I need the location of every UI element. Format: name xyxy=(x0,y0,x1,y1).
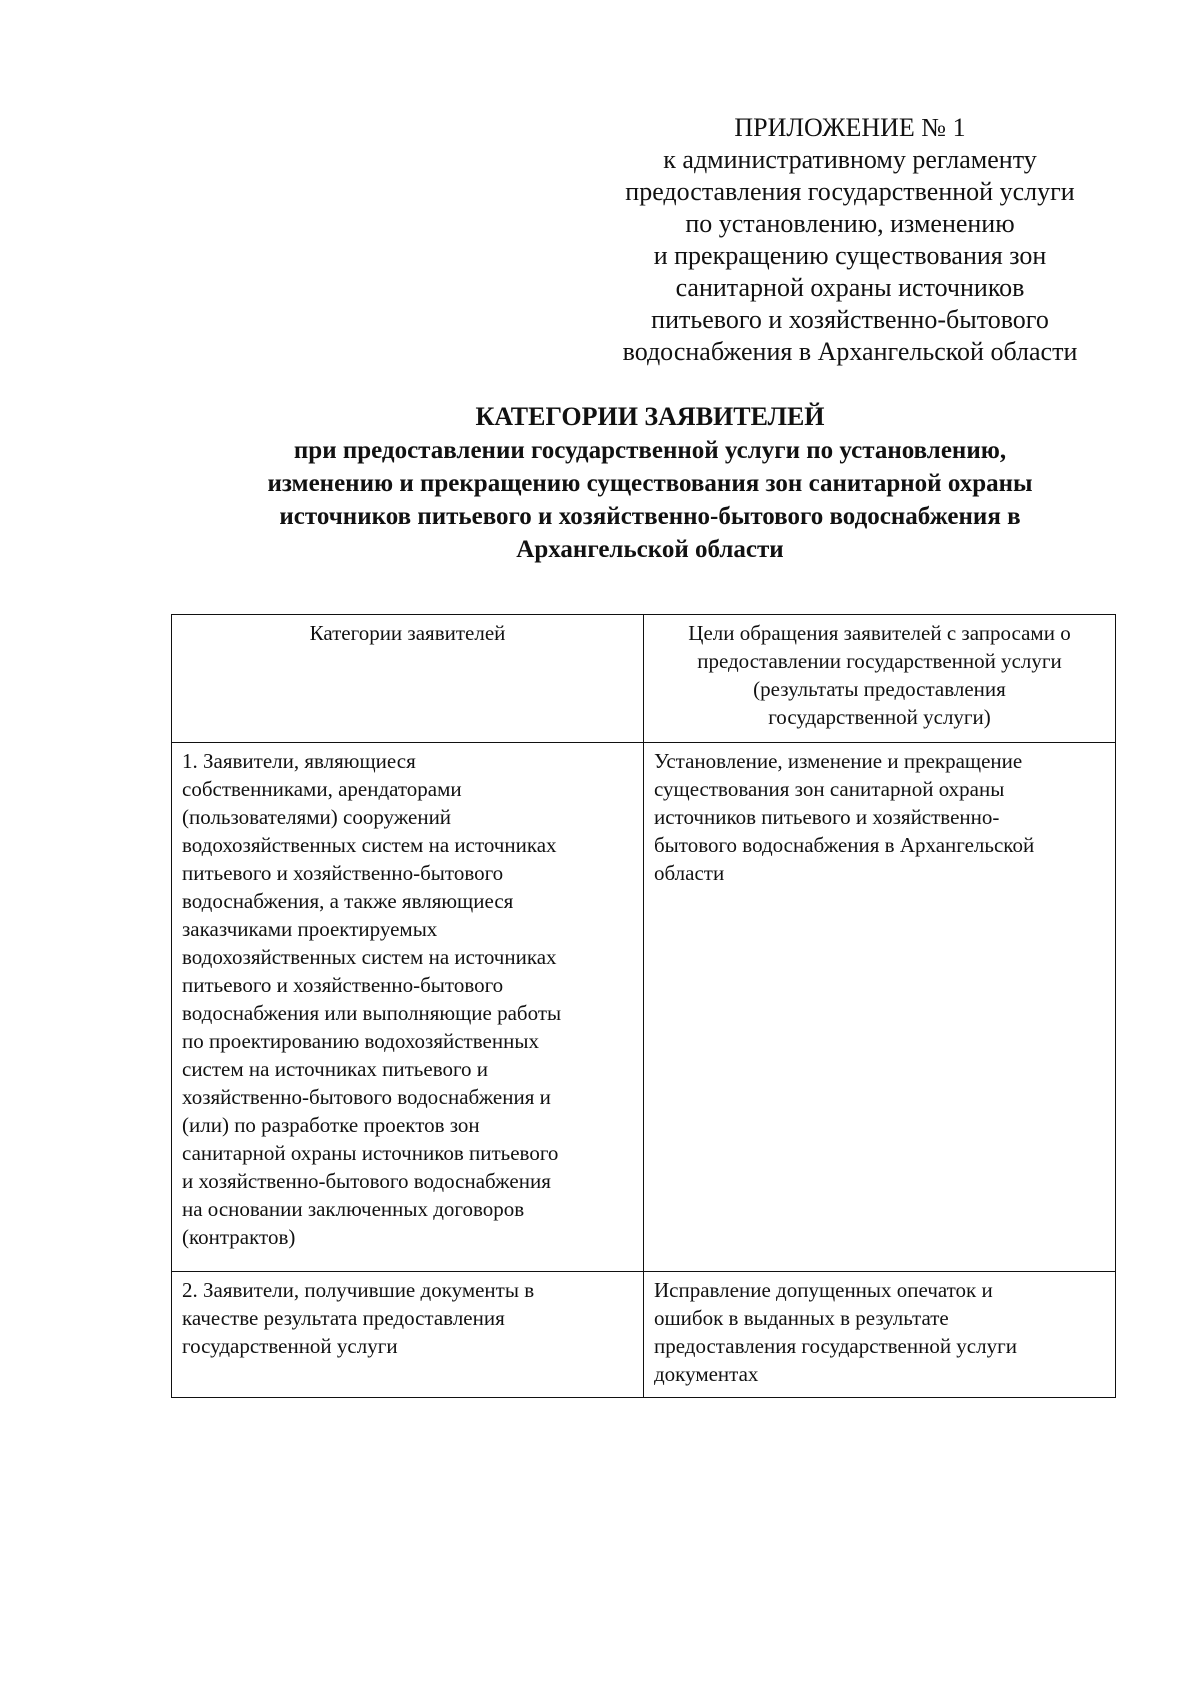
header-line: государственной услуги) xyxy=(768,705,991,729)
header-line: Категории заявителей xyxy=(309,621,506,645)
cell-line: питьевого и хозяйственно-бытового xyxy=(182,973,504,997)
cell-line: санитарной охраны источников питьевого xyxy=(182,1141,559,1165)
cell-line: водохозяйственных систем на источниках xyxy=(182,945,557,969)
title-subtitle-line: изменению и прекращению существования зон санитарной охраны xyxy=(267,470,1033,497)
title-heading: КАТЕГОРИИ ЗАЯВИТЕЛЕЙ xyxy=(475,402,825,431)
title-subtitle-line: Архангельской области xyxy=(516,536,784,563)
cell-line: водохозяйственных систем на источниках xyxy=(182,833,557,857)
cell-line: на основании заключенных договоров xyxy=(182,1197,525,1221)
purpose-cell xyxy=(644,743,1116,1272)
cell-line: водоснабжения, а также являющиеся xyxy=(182,889,514,913)
document-title xyxy=(130,400,1170,566)
category-cell xyxy=(172,743,644,1272)
appendix-line: предоставления государственной услуги xyxy=(625,177,1075,206)
cell-line: заказчиками проектируемых xyxy=(182,917,438,941)
cell-line: (или) по разработке проектов зон xyxy=(182,1113,480,1137)
cell-line: документах xyxy=(654,1362,759,1386)
cell-line: качестве результата предоставления xyxy=(182,1306,505,1330)
cell-line: области xyxy=(654,861,725,885)
appendix-line: питьевого и хозяйственно-бытового xyxy=(651,305,1049,334)
table-header-row xyxy=(172,615,1116,743)
cell-line: водоснабжения или выполняющие работы xyxy=(182,1001,562,1025)
header-categories xyxy=(172,615,644,743)
appendix-line: водоснабжения в Архангельской области xyxy=(622,337,1078,366)
appendix-line: к административному регламенту xyxy=(663,145,1037,174)
cell-line: (пользователями) сооружений xyxy=(182,805,452,829)
title-subtitle-line: при предоставлении государственной услуги по установлению, xyxy=(293,437,1007,464)
purpose-cell xyxy=(644,1272,1116,1398)
table-row xyxy=(172,743,1116,1272)
appendix-line: санитарной охраны источников xyxy=(675,273,1025,302)
appendix-header xyxy=(590,112,1110,368)
cell-line: Установление, изменение и прекращение xyxy=(654,749,1023,773)
cell-line: ошибок в выданных в результате xyxy=(654,1306,949,1330)
cell-line: 1. Заявители, являющиеся xyxy=(182,749,416,773)
header-purposes xyxy=(644,615,1116,743)
cell-line: питьевого и хозяйственно-бытового xyxy=(182,861,504,885)
header-line: Цели обращения заявителей с запросами о xyxy=(688,621,1071,645)
cell-line: государственной услуги xyxy=(182,1334,398,1358)
cell-line: хозяйственно-бытового водоснабжения и xyxy=(182,1085,551,1109)
cell-line: предоставления государственной услуги xyxy=(654,1334,1017,1358)
cell-line: 2. Заявители, получившие документы в xyxy=(182,1278,535,1302)
cell-line: собственниками, арендаторами xyxy=(182,777,462,801)
cell-line: бытового водоснабжения в Архангельской xyxy=(654,833,1035,857)
cell-line: по проектированию водохозяйственных xyxy=(182,1029,539,1053)
header-line: предоставлении государственной услуги xyxy=(697,649,1062,673)
cell-line: Исправление допущенных опечаток и xyxy=(654,1278,993,1302)
title-subtitle-line: источников питьевого и хозяйственно-бытового водоснабжения в xyxy=(279,503,1021,530)
category-cell xyxy=(172,1272,644,1398)
cell-line: и хозяйственно-бытового водоснабжения xyxy=(182,1169,551,1193)
cell-line: источников питьевого и хозяйственно- xyxy=(654,805,1000,829)
applicant-categories-table xyxy=(171,614,1116,1398)
cell-line: существования зон санитарной охраны xyxy=(654,777,1005,801)
cell-line: (контрактов) xyxy=(182,1225,296,1249)
table-row xyxy=(172,1272,1116,1398)
appendix-line: и прекращению существования зон xyxy=(653,241,1047,270)
cell-line: систем на источниках питьевого и xyxy=(182,1057,489,1081)
appendix-line: по установлению, изменению xyxy=(685,209,1015,238)
header-line: (результаты предоставления xyxy=(753,677,1006,701)
appendix-line: ПРИЛОЖЕНИЕ № 1 xyxy=(734,113,966,142)
